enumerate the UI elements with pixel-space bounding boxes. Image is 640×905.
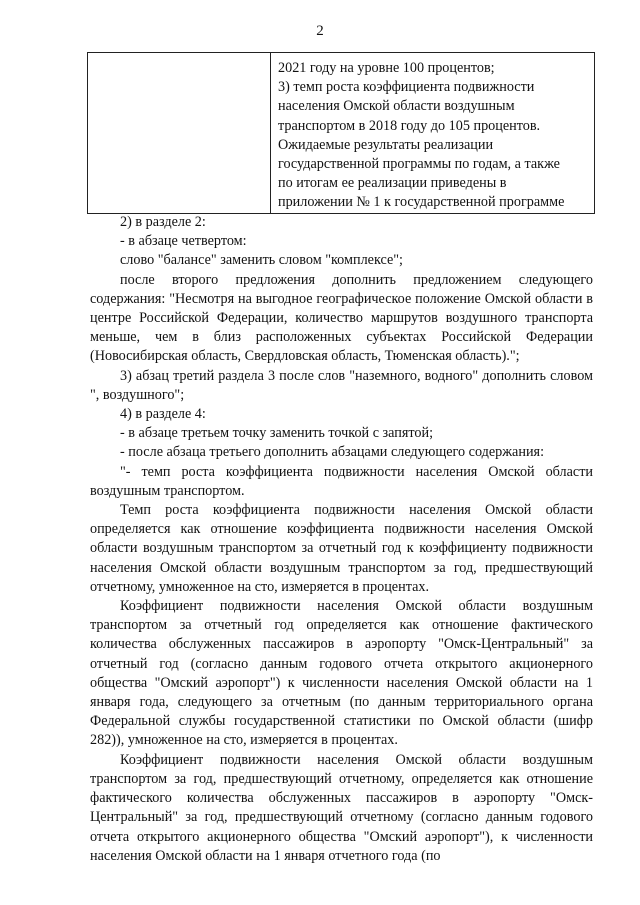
paragraph-growth-rate: Темп роста коэффициента подвижности населения Омской области определяется как отношение коэффициента подвижности населения Омской области воздушным транспортом за отчетный год к коэффициенту подвижности населения Омской области воздушным транспортом за год, предшествующий отчетному, умноженное на сто, измеряется в процентах. [90, 502, 593, 595]
paragraph-coefficient-previous: Коэффициент подвижности населения Омской области воздушным транспортом за год, предшествующий отчетному, определяется как отношение фактического количества обслуженных пассажиров в аэропорту "Омск-Центральный" за год, предшествующий отчетному (согласно данным годового отчета открытого акционерного общества "Омский аэропорт"), к численности населения Омской области на 1 января отчетного года (по [90, 751, 593, 864]
table-line: приложении № 1 к государственной программе [278, 194, 565, 211]
paragraph-abzac-4: - в абзаце четвертом: [120, 233, 247, 250]
paragraph-section-2: 2) в разделе 2: [120, 214, 206, 230]
table-line: 2021 году на уровне 100 процентов; [278, 60, 495, 76]
document-body [90, 213, 593, 866]
table-line: государственной программы по годам, а также [278, 156, 560, 173]
table-cell-right [271, 53, 595, 214]
paragraph-word-replace: слово "балансе" заменить словом "комплексе"; [120, 252, 403, 269]
table-cell-left [88, 53, 271, 214]
paragraph-add-abzacs: - после абзаца третьего дополнить абзацами следующего содержания: [120, 444, 545, 461]
paragraph-add-sentence: после второго предложения дополнить предложением следующего содержания: "Несмотря на выгодное географическое положение Омской области в центре Российской Федерации, количество маршрутов воздушного транспорта меньше, чем в близ расположенных субъектах Российской Федерации (Новосибирская область, Свердловская область, Тюменская область)."; [90, 271, 593, 365]
paragraph-coefficient-current: Коэффициент подвижности населения Омской области воздушным транспортом за отчетный год определяется как отношение фактического количества обслуженных пассажиров в аэропорту "Омск-Центральный" за отчетный год (согласно данным годового отчета открытого акционерного общества "Омский аэропорт") к численности населения Омской области на 1 января года, следующего за отчетным (по данным территориального органа Федеральной службы государственной статистики по Омской области (шифр 282)), умноженное на сто, измеряется в процентах. [90, 598, 593, 749]
program-table [87, 52, 595, 214]
paragraph-abzac-3: - в абзаце третьем точку заменить точкой с запятой; [120, 425, 434, 442]
table-line: Ожидаемые результаты реализации [278, 136, 494, 153]
page-number: 2 [316, 23, 324, 39]
table-line: населения Омской области воздушным [278, 98, 515, 115]
table-line: 3) темп роста коэффициента подвижности [278, 79, 535, 96]
paragraph-section-4: 4) в разделе 4: [120, 406, 206, 423]
table-line: транспортом в 2018 году до 105 процентов. [278, 117, 541, 134]
paragraph-section-3: 3) абзац третий раздела 3 после слов "наземного, водного" дополнить словом ", воздушного"; [90, 367, 593, 403]
table-row [88, 53, 595, 214]
table-line: по итогам ее реализации приведены в [278, 175, 507, 192]
paragraph-indicator: "- темп роста коэффициента подвижности населения Омской области воздушным транспортом. [90, 463, 593, 499]
